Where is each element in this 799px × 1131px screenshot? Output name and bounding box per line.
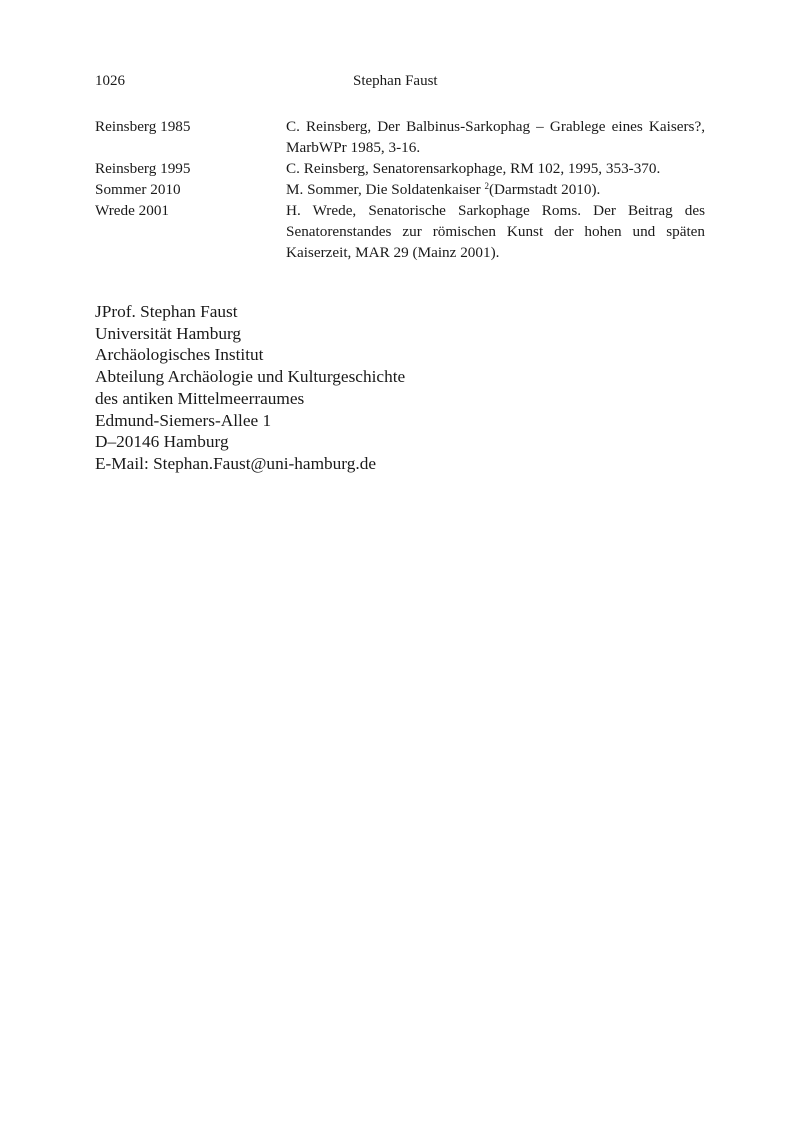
page-number: 1026 xyxy=(95,73,125,89)
address-email: E-Mail: Stephan.Faust@uni-hamburg.de xyxy=(95,453,377,473)
address-university: Universität Hamburg xyxy=(95,323,242,343)
bibliography-key: Reinsberg 1985 xyxy=(95,118,191,135)
address-name: JProf. Stephan Faust xyxy=(95,302,238,321)
address-city: D–20146 Hamburg xyxy=(95,432,229,452)
bibliography-key: Reinsberg 1995 xyxy=(95,160,191,177)
bibliography-text-part: (Darmstadt 2010). xyxy=(488,181,601,198)
address-department: Abteilung Archäologie und Kulturgeschichte xyxy=(95,367,406,387)
address-street: Edmund-Siemers-Allee 1 xyxy=(95,410,272,430)
edition-superscript: 2 xyxy=(484,181,489,191)
bibliography-entry xyxy=(95,200,705,263)
running-head: Stephan Faust xyxy=(353,73,438,89)
address-department-continued: des antiken Mittelmeerraumes xyxy=(95,388,305,408)
bibliography-entry xyxy=(95,116,705,158)
bibliography-text-part: M. Sommer, Die Soldatenkaiser xyxy=(286,181,485,198)
bibliography-key: Sommer 2010 xyxy=(95,181,181,198)
bibliography-entry xyxy=(95,158,705,179)
bibliography-list xyxy=(95,116,705,263)
bibliography-text xyxy=(286,179,705,200)
author-address xyxy=(95,301,405,475)
bibliography-entry xyxy=(95,179,705,200)
bibliography-text: C. Reinsberg, Senatorensarkophage, RM 102, 1995, 353-370. xyxy=(286,160,661,177)
bibliography-key: Wrede 2001 xyxy=(95,202,170,219)
bibliography-text: C. Reinsberg, Der Balbinus-Sarkophag – Grablege eines Kaisers?, MarbWPr 1985, 3-16. xyxy=(286,118,705,156)
address-institute: Archäologisches Institut xyxy=(95,345,264,365)
bibliography-text: H. Wrede, Senatorische Sarkophage Roms. Der Beitrag des Senatorenstandes zur römischen Kunst der hohen und späten Kaiserzeit, MAR 29 (Mainz 2001). xyxy=(286,202,705,261)
